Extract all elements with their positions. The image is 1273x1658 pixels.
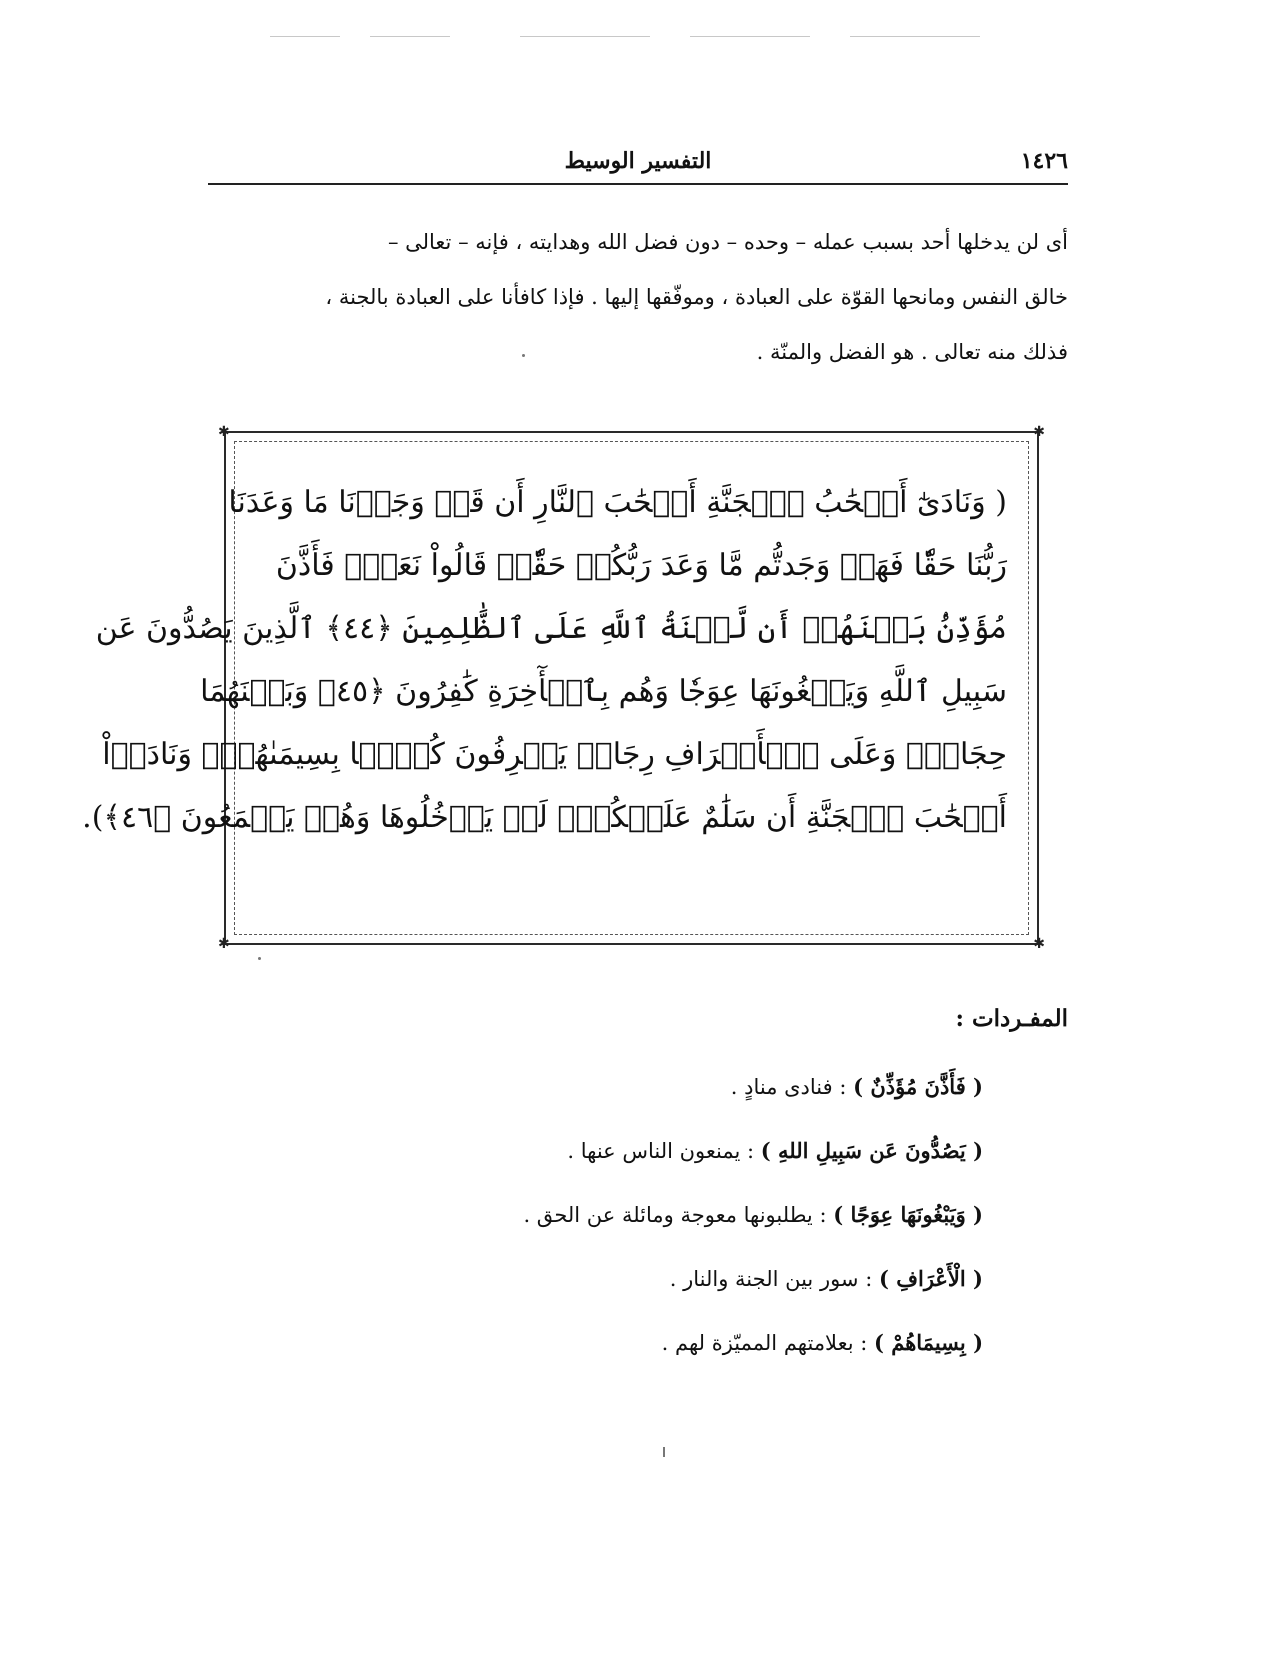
- scan-artifact: [520, 36, 650, 37]
- verse-line: حِجَابٞۚ وَعَلَى ٱلۡأَعۡرَافِ رِجَالٞ يَعۡرِفُونَ كُلَّۢا بِسِيمَىٰهُمۡۚ وَنَادَوۡاْ: [102, 737, 1007, 772]
- scan-speck: [258, 957, 261, 960]
- vocabulary-item: [208, 1311, 983, 1375]
- verse-line: سَبِيلِ ٱللَّهِ وَيَبۡغُونَهَا عِوَجٗا وَهُم بِٱلۡأٓخِرَةِ كَٰفِرُونَ ﴿٤٥﴾ وَبَيۡنَهُمَا: [200, 674, 1007, 709]
- vocabulary-term: ( الْأَعْرَافِ ): [878, 1266, 983, 1291]
- frame-corner-star: ✱: [1033, 424, 1045, 440]
- vocabulary-meaning: : بعلامتهم المميّزة لهم .: [661, 1331, 874, 1355]
- vocabulary-meaning: : يطلبونها معوجة ومائلة عن الحق .: [523, 1203, 834, 1227]
- page-header: [208, 148, 1068, 182]
- vocabulary-term: ( وَيَبْغُونَهَا عِوَجًا ): [833, 1202, 983, 1227]
- verse-line: ( وَنَادَىٰٓ أَصۡحَٰبُ ٱلۡجَنَّةِ أَصۡحَٰبَ ٱلنَّارِ أَن قَدۡ وَجَدۡنَا مَا وَعَدَنَا: [228, 485, 1007, 520]
- frame-corner-star: ✱: [1033, 936, 1045, 952]
- intro-line: أى لن يدخلها أحد بسبب عمله – وحده – دون فضل الله وهدايته ، فإنه – تعالى –: [387, 230, 1068, 254]
- intro-paragraph: [208, 215, 1068, 380]
- verse-line: مُؤَذِّنُۢ بَيۡنَهُمۡ أَن لَّعۡنَةُ ٱللَّهِ عَلَى ٱلظَّٰلِمِينَ ﴿٤٤﴾ ٱلَّذِينَ يَصُدُّونَ عَن: [95, 611, 1007, 646]
- vocabulary-meaning: : سور بين الجنة والنار .: [669, 1267, 879, 1291]
- vocabulary-meaning: : يمنعون الناس عنها .: [567, 1139, 761, 1163]
- verse-line: أَصۡحَٰبَ ٱلۡجَنَّةِ أَن سَلَٰمٌ عَلَيۡكُمۡۚ لَمۡ يَدۡخُلُوهَا وَهُمۡ يَطۡمَعُونَ ﴿٤٦﴾).: [82, 800, 1007, 835]
- vocabulary-meaning: : فنادى منادٍ .: [730, 1075, 854, 1099]
- intro-line: خالق النفس ومانحها القوّة على العبادة ، وموفّقها إليها . فإذا كافأنا على العبادة بالجنة ،: [325, 285, 1068, 309]
- scan-artifact: [370, 36, 450, 37]
- header-rule: [208, 183, 1068, 185]
- vocabulary-list: [208, 1055, 983, 1375]
- vocabulary-item: [208, 1247, 983, 1311]
- frame-corner-star: ✱: [218, 936, 230, 952]
- vocabulary-heading: المفـردات :: [955, 1005, 1068, 1032]
- vocabulary-item: [208, 1183, 983, 1247]
- scan-speck: [522, 354, 525, 357]
- scan-artifact: [270, 36, 340, 37]
- vocabulary-item: [208, 1055, 983, 1119]
- quran-verses: [82, 471, 1007, 849]
- scan-artifact: [690, 36, 810, 37]
- scan-artifact: [850, 36, 980, 37]
- running-title: التفسير الوسيط: [564, 148, 712, 174]
- verse-line: رَبُّنَا حَقّٗا فَهَلۡ وَجَدتُّم مَّا وَعَدَ رَبُّكُمۡ حَقّٗاۖ قَالُواْ نَعَمۡۚ فَأَذَّنَ: [275, 548, 1007, 583]
- scan-speck: [663, 1447, 665, 1457]
- vocabulary-item: [208, 1119, 983, 1183]
- page-number: ١٤٢٦: [1020, 148, 1068, 174]
- verse-frame: [82, 424, 1045, 952]
- vocabulary-term: ( فَأَذَّنَ مُؤَذِّنٌ ): [853, 1074, 983, 1099]
- vocabulary-term: ( يَصُدُّونَ عَن سَبِيلِ اللهِ ): [760, 1138, 983, 1163]
- intro-line: فذلك منه تعالى . هو الفضل والمنّة .: [756, 340, 1068, 364]
- vocabulary-term: ( بِسِيمَاهُمْ ): [874, 1330, 983, 1355]
- frame-corner-star: ✱: [218, 424, 230, 440]
